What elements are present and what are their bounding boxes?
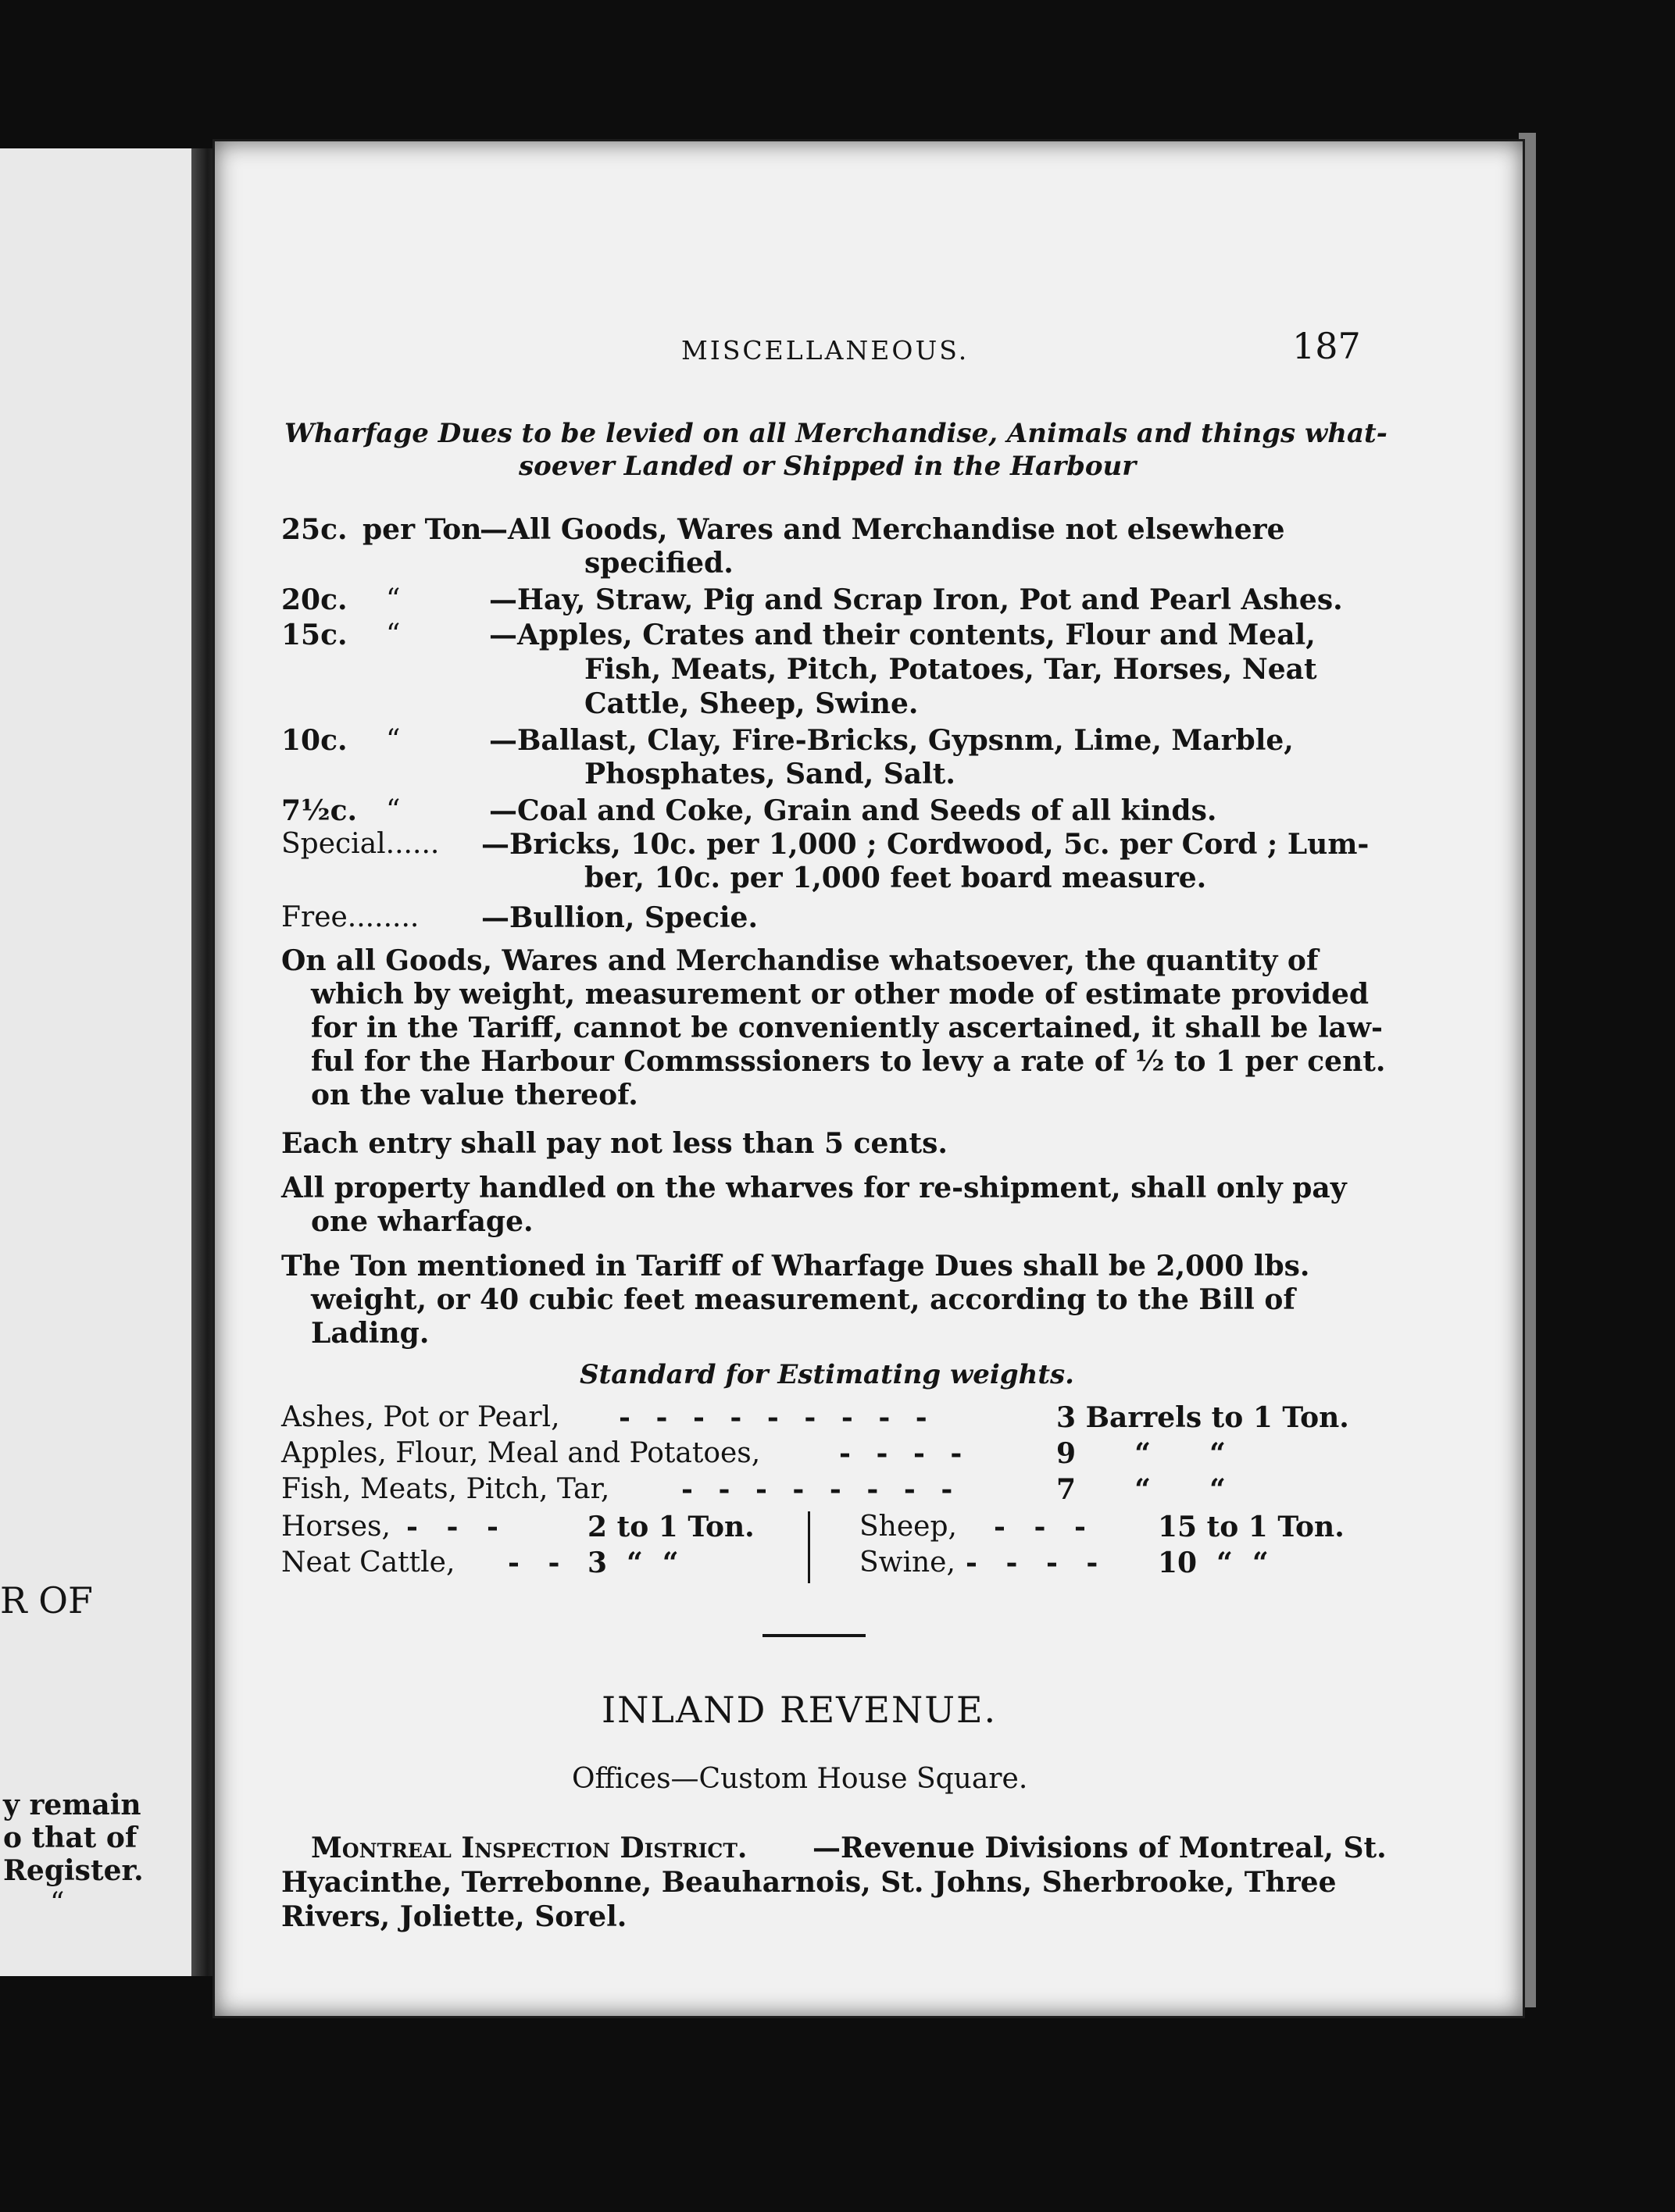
tariff-paragraph: All property handled on the wharves for re-shipment, shall only pay xyxy=(281,1172,1347,1204)
rate-description: specified. xyxy=(584,547,734,580)
tariff-paragraph: one wharfage. xyxy=(311,1205,534,1238)
standard-item: Horses, xyxy=(281,1511,391,1543)
leader-dashes: - - - - xyxy=(966,1547,1108,1579)
standard-item: Sheep, xyxy=(859,1511,957,1543)
rate-description: —All Goods, Wares and Merchandise not elsewhere xyxy=(480,513,1285,546)
standard-item: Apples, Flour, Meal and Potatoes, xyxy=(281,1437,761,1469)
tariff-paragraph: on the value thereof. xyxy=(311,1079,638,1111)
ditto-mark: “ xyxy=(386,583,401,615)
running-title: MISCELLANEOUS. xyxy=(681,335,970,366)
rate-amount: 25c. xyxy=(281,513,348,546)
rate-description: —Apples, Crates and their contents, Flour and Meal, xyxy=(489,619,1316,651)
standard-value: 15 to 1 Ton. xyxy=(1158,1511,1345,1543)
standard-item: Ashes, Pot or Pearl, xyxy=(281,1401,560,1433)
district-text: Rivers, Joliette, Sorel. xyxy=(281,1900,627,1933)
standard-item: Swine, xyxy=(859,1547,955,1579)
leader-dashes: - - - - xyxy=(839,1437,970,1470)
standard-value: 9 “ “ xyxy=(1056,1437,1226,1470)
facing-page-line: o that of xyxy=(3,1821,138,1854)
standard-value: 10 “ “ xyxy=(1158,1547,1269,1579)
rate-description: Fish, Meats, Pitch, Potatoes, Tar, Horses, Neat xyxy=(584,653,1317,686)
rate-description: —Bullion, Specie. xyxy=(481,901,758,934)
rate-description: —Ballast, Clay, Fire-Bricks, Gypsnm, Lime, Marble, xyxy=(489,724,1294,757)
rate-description: Cattle, Sheep, Swine. xyxy=(584,687,919,720)
wharfage-heading: Wharfage Dues to be levied on all Merchandise, Animals and things what- xyxy=(284,418,1388,449)
leader-dashes: - - - - - - - - xyxy=(681,1473,961,1506)
standard-item: Neat Cattle, xyxy=(281,1547,455,1579)
tariff-paragraph: which by weight, measurement or other mode of estimate provided xyxy=(311,978,1370,1011)
facing-page-heading-fragment: R OF xyxy=(0,1579,93,1622)
tariff-paragraph: Lading. xyxy=(311,1317,430,1350)
rate-amount: Special...... xyxy=(281,828,440,860)
leader-dashes: - - xyxy=(508,1547,570,1579)
leader-dashes: - - - xyxy=(406,1511,508,1543)
tariff-paragraph: Each entry shall pay not less than 5 cents. xyxy=(281,1127,948,1160)
column-divider xyxy=(808,1511,810,1583)
standard-heading: Standard for Estimating weights. xyxy=(580,1359,1075,1390)
rate-amount: 7½c. xyxy=(281,794,358,827)
facing-page-line: Register. xyxy=(3,1854,144,1887)
rate-amount: Free........ xyxy=(281,901,420,933)
leader-dashes: - - - - - - - - - xyxy=(619,1401,935,1434)
page-number: 187 xyxy=(1292,325,1361,367)
section-title: INLAND REVENUE. xyxy=(602,1689,998,1731)
facing-page-line: “ xyxy=(50,1887,65,1919)
ditto-mark: “ xyxy=(386,619,401,651)
district-text: —Revenue Divisions of Montreal, St. xyxy=(812,1832,1387,1864)
wharfage-heading: soever Landed or Shipped in the Harbour xyxy=(519,451,1137,482)
section-subtitle: Offices—Custom House Square. xyxy=(572,1763,1028,1795)
rate-amount: 10c. xyxy=(281,724,348,757)
standard-value: 2 to 1 Ton. xyxy=(588,1511,755,1543)
rate-description: —Hay, Straw, Pig and Scrap Iron, Pot and Pearl Ashes. xyxy=(489,583,1343,616)
district-text: Hyacinthe, Terrebonne, Beauharnois, St. Johns, Sherbrooke, Three xyxy=(281,1866,1337,1899)
standard-value: 7 “ “ xyxy=(1056,1473,1226,1506)
rate-description: Phosphates, Sand, Salt. xyxy=(584,758,955,790)
standard-value: 3 Barrels to 1 Ton. xyxy=(1056,1401,1349,1434)
rate-amount: 20c. xyxy=(281,583,348,616)
rate-description: ber, 10c. per 1,000 feet board measure. xyxy=(584,862,1207,894)
facing-page xyxy=(0,148,199,1976)
tariff-paragraph: The Ton mentioned in Tariff of Wharfage Dues shall be 2,000 lbs. xyxy=(281,1250,1310,1283)
ditto-mark: “ xyxy=(386,794,401,826)
tariff-paragraph: On all Goods, Wares and Merchandise whatsoever, the quantity of xyxy=(281,944,1319,977)
tariff-paragraph: for in the Tariff, cannot be conveniently ascertained, it shall be law- xyxy=(311,1011,1383,1044)
tariff-paragraph: ful for the Harbour Commsssioners to levy a rate of ½ to 1 per cent. xyxy=(311,1045,1386,1078)
ditto-mark: “ xyxy=(386,724,401,756)
standard-item: Fish, Meats, Pitch, Tar, xyxy=(281,1473,610,1505)
rate-description: —Coal and Coke, Grain and Seeds of all kinds. xyxy=(489,794,1217,827)
standard-value: 3 “ “ xyxy=(588,1547,679,1579)
facing-page-line: y remain xyxy=(3,1789,141,1821)
leader-dashes: - - - xyxy=(994,1511,1095,1543)
rate-description: —Bricks, 10c. per 1,000 ; Cordwood, 5c. per Cord ; Lum- xyxy=(481,828,1370,861)
rate-amount: 15c. xyxy=(281,619,348,651)
rate-unit: per Ton xyxy=(362,513,482,546)
district-label: Montreal Inspection District. xyxy=(311,1832,748,1864)
section-rule xyxy=(762,1634,866,1637)
tariff-paragraph: weight, or 40 cubic feet measurement, according to the Bill of xyxy=(311,1283,1295,1316)
